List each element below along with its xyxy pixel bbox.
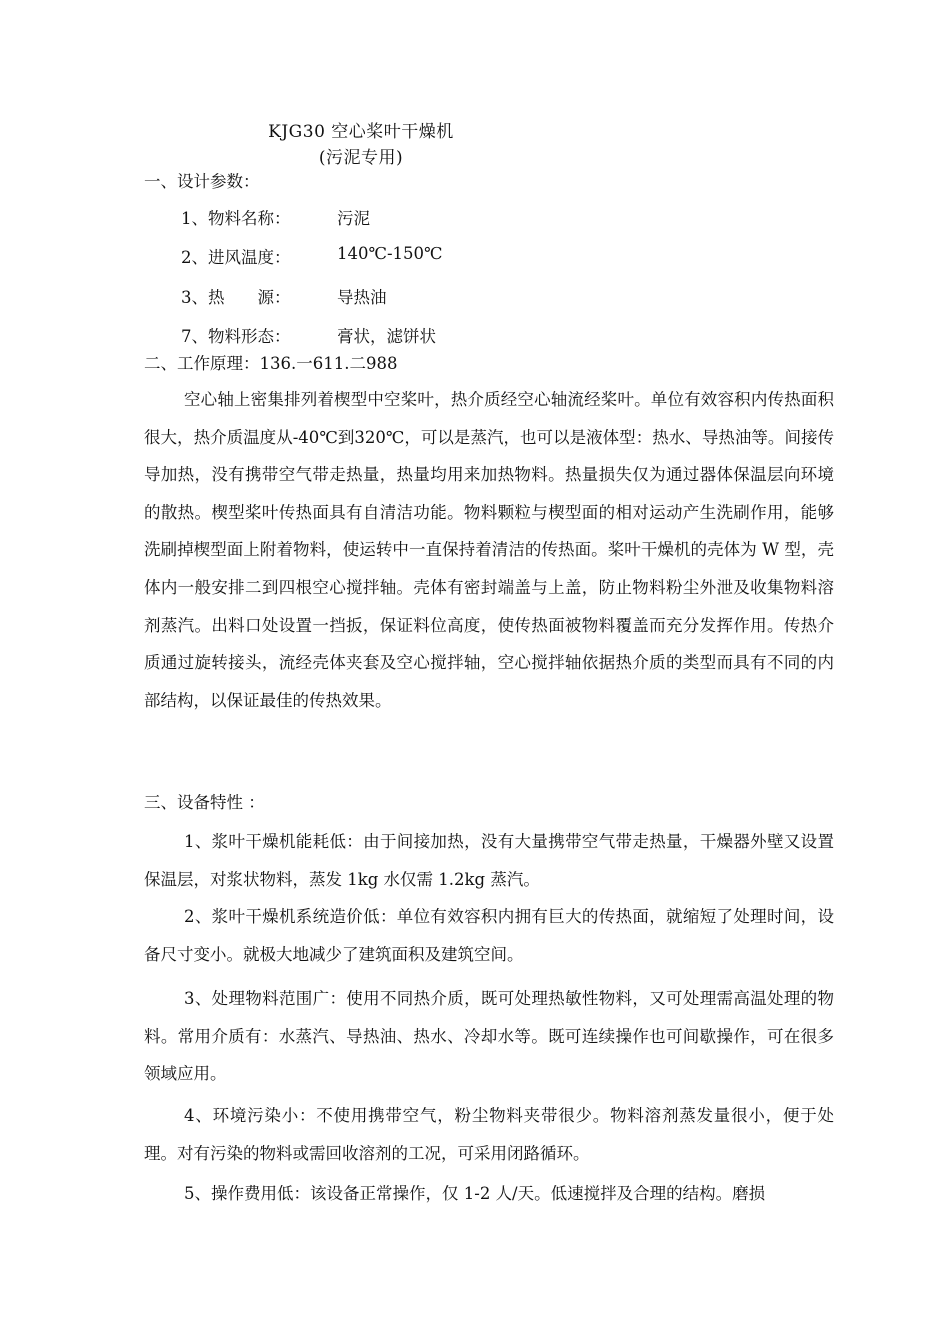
param-value: 膏状，滤饼状: [337, 327, 436, 346]
feature-paragraph: 4、环境污染小：不使用携带空气，粉尘物料夹带很少。物料溶剂蒸发量很小，便于处理。对有污染的物料或需回收溶剂的工况，可采用闭路循环。: [144, 1106, 834, 1163]
section-heading-features: 三、设备特性 ：: [144, 793, 265, 812]
section-heading-principle: 二、工作原理：136.一611.二988: [144, 354, 398, 373]
feature-paragraph: 5、操作费用低：该设备正常操作，仅 1-2 人/天。低速搅拌及合理的结构。磨损: [184, 1184, 766, 1203]
section-heading-design-params: 一、设计参数：: [144, 172, 260, 191]
document-subtitle: (污泥专用): [318, 148, 404, 168]
feature-paragraph: 2、浆叶干燥机系统造价低：单位有效容积内拥有巨大的传热面，就缩短了处理时间，设备尺寸变小。就极大地减少了建筑面积及建筑空间。: [144, 907, 834, 964]
principle-paragraph: 空心轴上密集排列着楔型中空桨叶，热介质经空心轴流经桨叶。单位有效容积内传热面积很大，热介质温度从-40℃到320℃，可以是蒸汽，也可以是液体型：热水、导热油等。间接传导加热，没有携带空气带走热量，热量均用来加热物料。热量损失仅为通过器体保温层向环境的散热。楔型桨叶传热面具有自清洁功能。物料颗粒与楔型面的相对运动产生洗刷作用，能够洗刷掉楔型面上附着物料，使运转中一直保持着清洁的传热面。桨叶干燥机的壳体为 W 型，壳体内一般安排二到四根空心搅拌轴。壳体有密封端盖与上盖，防止物料粉尘外泄及收集物料溶剂蒸汽。出料口处设置一挡扳，保证料位高度，使传热面被物料覆盖而充分发挥作用。传热介质通过旋转接头，流经壳体夹套及空心搅拌轴，空心搅拌轴依据热介质的类型而具有不同的内部结构，以保证最佳的传热效果。: [144, 390, 834, 710]
param-value: 导热油: [337, 288, 387, 307]
feature-paragraph: 1、浆叶干燥机能耗低：由于间接加热，没有大量携带空气带走热量，干燥器外壁又设置保温层，对浆状物料，蒸发 1kg 水仅需 1.2kg 蒸汽。: [144, 832, 834, 889]
param-label: 3、热 源：: [181, 288, 291, 307]
document-title: KJG30 空心桨叶干燥机: [268, 122, 454, 142]
feature-paragraph: 3、处理物料范围广：使用不同热介质，既可处理热敏性物料，又可处理需高温处理的物料。常用介质有：水蒸汽、导热油、热水、冷却水等。既可连续操作也可间歇操作，可在很多领域应用。: [144, 989, 834, 1084]
param-value: 污泥: [337, 209, 370, 228]
param-label: 7、物料形态：: [181, 327, 291, 346]
param-value: 140℃-150℃: [337, 244, 443, 263]
param-label: 2、进风温度：: [181, 248, 291, 267]
param-label: 1、物料名称：: [181, 209, 291, 228]
